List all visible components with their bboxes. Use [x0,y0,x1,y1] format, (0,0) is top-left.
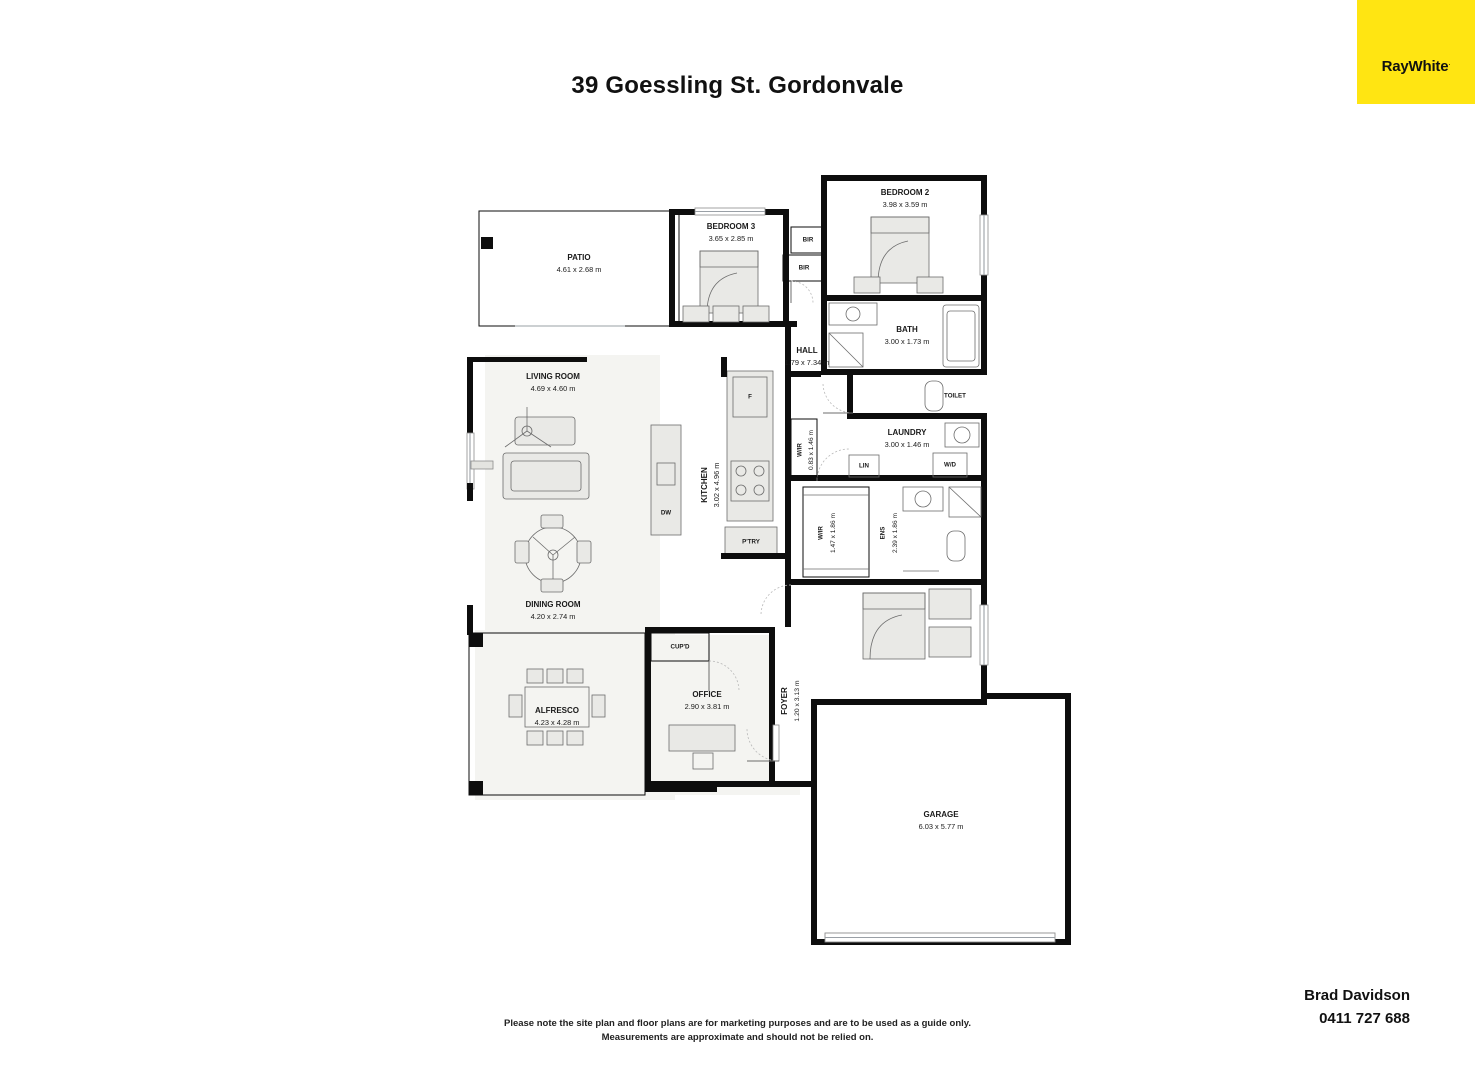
agent-contact [1120,985,1410,1030]
room-dims-wir-main: 1.47 x 1.86 m [829,513,837,553]
room-label-wir-small: W/IR [796,443,804,457]
room-dims-bedroom-3: 3.65 x 2.85 m [708,233,754,243]
room-label-patio: PATIO [567,253,591,263]
brand-registered-mark: . [1448,58,1451,67]
room-dims-kitchen: 3.02 x 4.96 m [711,462,721,508]
room-label-bath: BATH [896,325,918,335]
floor-plan-diagram [455,165,1075,965]
label-bir-2: BIR [798,264,810,272]
room-label-office: OFFICE [692,690,722,700]
room-label-bedroom-2: BEDROOM 2 [880,188,930,198]
room-dims-living-room: 4.69 x 4.60 m [530,383,576,393]
agent-phone[interactable]: 0411 727 688 [1319,1009,1410,1027]
room-label-toilet: TOILET [944,392,966,400]
room-dims-foyer: 1.20 x 3.13 m [793,680,801,722]
room-label-garage: GARAGE [923,810,959,820]
room-dims-bedroom-2: 3.98 x 3.59 m [882,199,928,209]
room-label-wir-main: W/IR [817,526,825,540]
label-pantry: P'TRY [742,538,760,546]
room-dims-office: 2.90 x 3.81 m [684,701,730,711]
label-bir-1: BIR [802,236,814,244]
room-label-alfresco: ALFRESCO [535,706,579,716]
label-fridge: F [748,393,752,401]
room-dims-garage: 6.03 x 5.77 m [918,821,964,831]
label-cupboard: CUP'D [670,643,690,651]
room-dims-dining-room: 4.20 x 2.74 m [530,611,576,621]
room-dims-wir-small: 0.83 x 1.46 m [807,430,815,470]
disclaimer-line-2: Measurements are approximate and should not be relied on. [601,1031,874,1043]
room-label-dining-room: DINING ROOM [525,600,581,610]
brand-name: RayWhite. [1381,58,1451,75]
room-label-foyer: FOYER [780,687,790,715]
agent-name: Brad Davidson [1304,987,1410,1004]
room-label-ensuite: ENS [879,526,887,540]
label-dishwasher: DW [660,509,672,517]
disclaimer-line-1: Please note the site plan and floor plans are for marketing purposes and are to be used as a guide only. [503,1018,972,1029]
room-dims-alfresco: 4.23 x 4.28 m [534,717,580,727]
label-linen-cupboard: LIN [859,462,869,470]
room-label-bedroom-3: BEDROOM 3 [706,222,756,232]
label-washer-dryer: W/D [943,461,957,469]
room-label-laundry: LAUNDRY [887,428,927,438]
ray-white-logo [1357,0,1475,104]
room-dims-patio: 4.61 x 2.68 m [556,264,602,274]
page-title: 39 Goessling St. Gordonvale [571,72,904,99]
room-dims-laundry: 3.00 x 1.46 m [884,439,930,449]
room-label-hall: HALL [796,346,818,356]
room-dims-bath: 3.00 x 1.73 m [884,336,930,346]
room-dims-ensuite: 2.39 x 1.86 m [891,513,899,553]
room-label-kitchen: KITCHEN [700,467,710,503]
room-label-living-room: LIVING ROOM [526,372,580,382]
room-dims-hall: 1.79 x 7.34 m [784,357,830,367]
